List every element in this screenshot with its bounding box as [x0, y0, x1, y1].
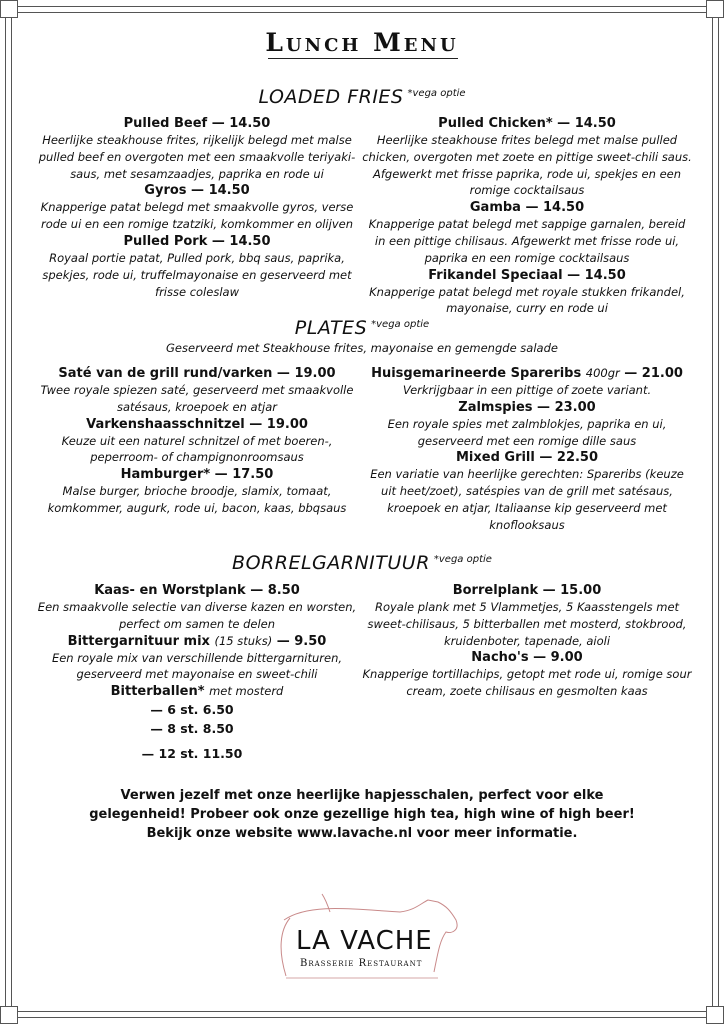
- item-note: met mosterd: [209, 684, 284, 699]
- item-name: [32, 683, 362, 700]
- menu-item: [32, 233, 362, 300]
- item-price: — 9.50: [276, 633, 327, 649]
- item-name-text: Huisgemarineerde Spareribs: [371, 366, 582, 381]
- section-heading: PLATES: [294, 317, 368, 339]
- price-tier: — 6 st. 6.50: [150, 702, 234, 718]
- vega-note: *vega optie: [371, 319, 430, 330]
- menu-item: [362, 399, 692, 450]
- footer-line: Verwen jezelf met onze heerlijke hapjesschalen, perfect voor elke: [120, 788, 604, 803]
- item-price: — 21.00: [624, 366, 683, 381]
- item-description: Keuze uit een naturel schnitzel of met boeren-, peperroom- of champignonroomsaus: [61, 433, 333, 465]
- menu-item: [32, 115, 362, 182]
- price-tier: — 12 st. 11.50: [141, 746, 243, 762]
- item-name: Nacho's — 9.00: [471, 650, 583, 666]
- menu-item: [362, 199, 692, 266]
- footer-line: Bekijk onze website www.lavache.nl voor meer informatie.: [146, 826, 578, 841]
- item-name: Pulled Beef — 14.50: [123, 116, 271, 131]
- item-weight-note: 400gr: [585, 366, 620, 380]
- item-name: Hamburger* — 17.50: [120, 467, 274, 483]
- section-heading: LOADED FRIES: [258, 86, 404, 108]
- item-description: Heerlijke steakhouse frites belegd met malse pulled chicken, overgoten met zoete en pittige sweet-chili saus. Afgewerkt met frisse paprika, rode ui, spekjes en een romige cocktailsaus: [362, 133, 692, 198]
- page-title: Lunch Menu: [265, 28, 459, 57]
- item-description: Royaal portie patat, Pulled pork, bbq saus, paprika, spekjes, rode ui, truffelmayonaise en geserveerd met frisse coleslaw: [42, 250, 352, 299]
- item-name: Kaas- en Worstplank — 8.50: [94, 583, 300, 598]
- border-corner: [706, 1006, 724, 1024]
- item-name: Mixed Grill — 22.50: [455, 450, 599, 466]
- title-underline: [268, 58, 458, 59]
- item-description: Een royale mix van verschillende bittergarnituren, geserveerd met mayonaise en sweet-chili: [51, 650, 343, 682]
- menu-item: [362, 649, 692, 700]
- loaded-fries-left-column: [32, 115, 362, 300]
- menu-item: [362, 267, 692, 318]
- item-description: Knapperige patat belegd met royale stukken frikandel, mayonaise, curry en rode ui: [369, 284, 685, 316]
- item-description: Knapperige patat belegd met sappige garnalen, bereid in een pittige chilisaus. Afgewerkt met frisse rode ui, paprika en een romige cocktailsaus: [368, 217, 686, 265]
- footer-line: gelegenheid! Probeer ook onze gezellige high tea, high wine of high beer!: [89, 807, 635, 822]
- footer-promo: [0, 786, 724, 843]
- menu-item: [32, 182, 362, 233]
- border-corner: [0, 1006, 18, 1024]
- borrel-left-column: [32, 582, 362, 763]
- item-description: Verkrijgbaar in een pittige of zoete variant.: [402, 383, 652, 397]
- section-title-plates: [0, 317, 724, 339]
- item-name: Varkenshaasschnitzel — 19.00: [86, 416, 308, 432]
- item-description: Een smaakvolle selectie van diverse kazen en worsten, perfect om samen te delen: [37, 600, 357, 631]
- plates-subtitle: Geserveerd met Steakhouse frites, mayonaise en gemengde salade: [166, 341, 558, 355]
- loaded-fries-right-column: [362, 115, 692, 317]
- logo-name: LA VACHE: [296, 926, 433, 956]
- border-corner: [706, 0, 724, 18]
- item-name: [362, 365, 692, 382]
- item-name: Frikandel Speciaal — 14.50: [428, 267, 626, 283]
- borrel-right-column: [362, 582, 692, 700]
- section-heading: BORRELGARNITUUR: [232, 552, 430, 574]
- item-name: Zalmspies — 23.00: [458, 399, 596, 415]
- item-count-note: (15 stuks): [214, 633, 273, 648]
- item-description: Twee royale spiezen saté, geserveerd met smaakvolle satésaus, kroepoek en atjar: [40, 383, 354, 414]
- item-description: Een variatie van heerlijke gerechten: Spareribs (keuze uit heet/zoet), satéspies van de grill met satésaus, kroepoek en atjar, Italiaanse kip geserveerd met knoflooksaus: [370, 467, 684, 532]
- vega-note: *vega optie: [407, 88, 466, 99]
- section-title-loaded-fries: [0, 86, 724, 108]
- item-name: [32, 633, 362, 650]
- item-description: Knapperige tortillachips, getopt met rode ui, romige sour cream, zoete chilisaus en gesmolten kaas: [362, 667, 692, 699]
- item-name: Pulled Pork — 14.50: [123, 233, 271, 249]
- item-description: Een royale spies met zalmblokjes, paprika en ui, geserveerd met een romige dille saus: [387, 416, 667, 448]
- menu-item: [32, 466, 362, 517]
- price-tier: — 8 st. 8.50: [150, 721, 234, 737]
- menu-item: [362, 365, 692, 399]
- menu-item: [362, 449, 692, 533]
- menu-item: [32, 633, 362, 684]
- section-title-borrelgarnituur: [0, 552, 724, 574]
- item-name: Gamba — 14.50: [469, 200, 585, 216]
- plates-left-column: [32, 365, 362, 517]
- item-name-text: Bittergarnituur mix: [67, 633, 210, 649]
- item-name: Gyros — 14.50: [144, 183, 250, 199]
- item-description: Royale plank met 5 Vlammetjes, 5 Kaasstengels met sweet-chilisaus, 5 bitterballen met mosterd, stokbrood, kruidenboter, tapenade, aioli: [367, 600, 687, 648]
- item-name: Pulled Chicken* — 14.50: [438, 116, 616, 131]
- logo-subtitle: Brasserie Restaurant: [300, 958, 423, 969]
- item-description: Malse burger, brioche broodje, slamix, tomaat, komkommer, augurk, rode ui, bacon, kaas, bbqsaus: [47, 484, 347, 515]
- item-name: Borrelplank — 15.00: [452, 583, 602, 598]
- border-corner: [0, 0, 18, 18]
- menu-item: [362, 115, 692, 199]
- menu-item-bitterballen: [32, 683, 362, 763]
- item-description: Knapperige patat belegd met smaakvolle gyros, verse rode ui en een romige tzatziki, komkommer en olijven: [40, 200, 354, 232]
- menu-item: [362, 582, 692, 649]
- menu-item: [32, 416, 362, 467]
- menu-item: [32, 582, 362, 633]
- item-name: Saté van de grill rund/varken — 19.00: [58, 366, 336, 381]
- item-name-text: Bitterballen*: [110, 684, 205, 700]
- vega-note: *vega optie: [433, 554, 492, 565]
- item-description: Heerlijke steakhouse frites, rijkelijk belegd met malse pulled beef en overgoten met een smaakvolle teriyaki-saus, met sesamzaadjes, paprika en rode ui: [38, 133, 356, 181]
- plates-right-column: [362, 365, 692, 534]
- menu-item: [32, 365, 362, 416]
